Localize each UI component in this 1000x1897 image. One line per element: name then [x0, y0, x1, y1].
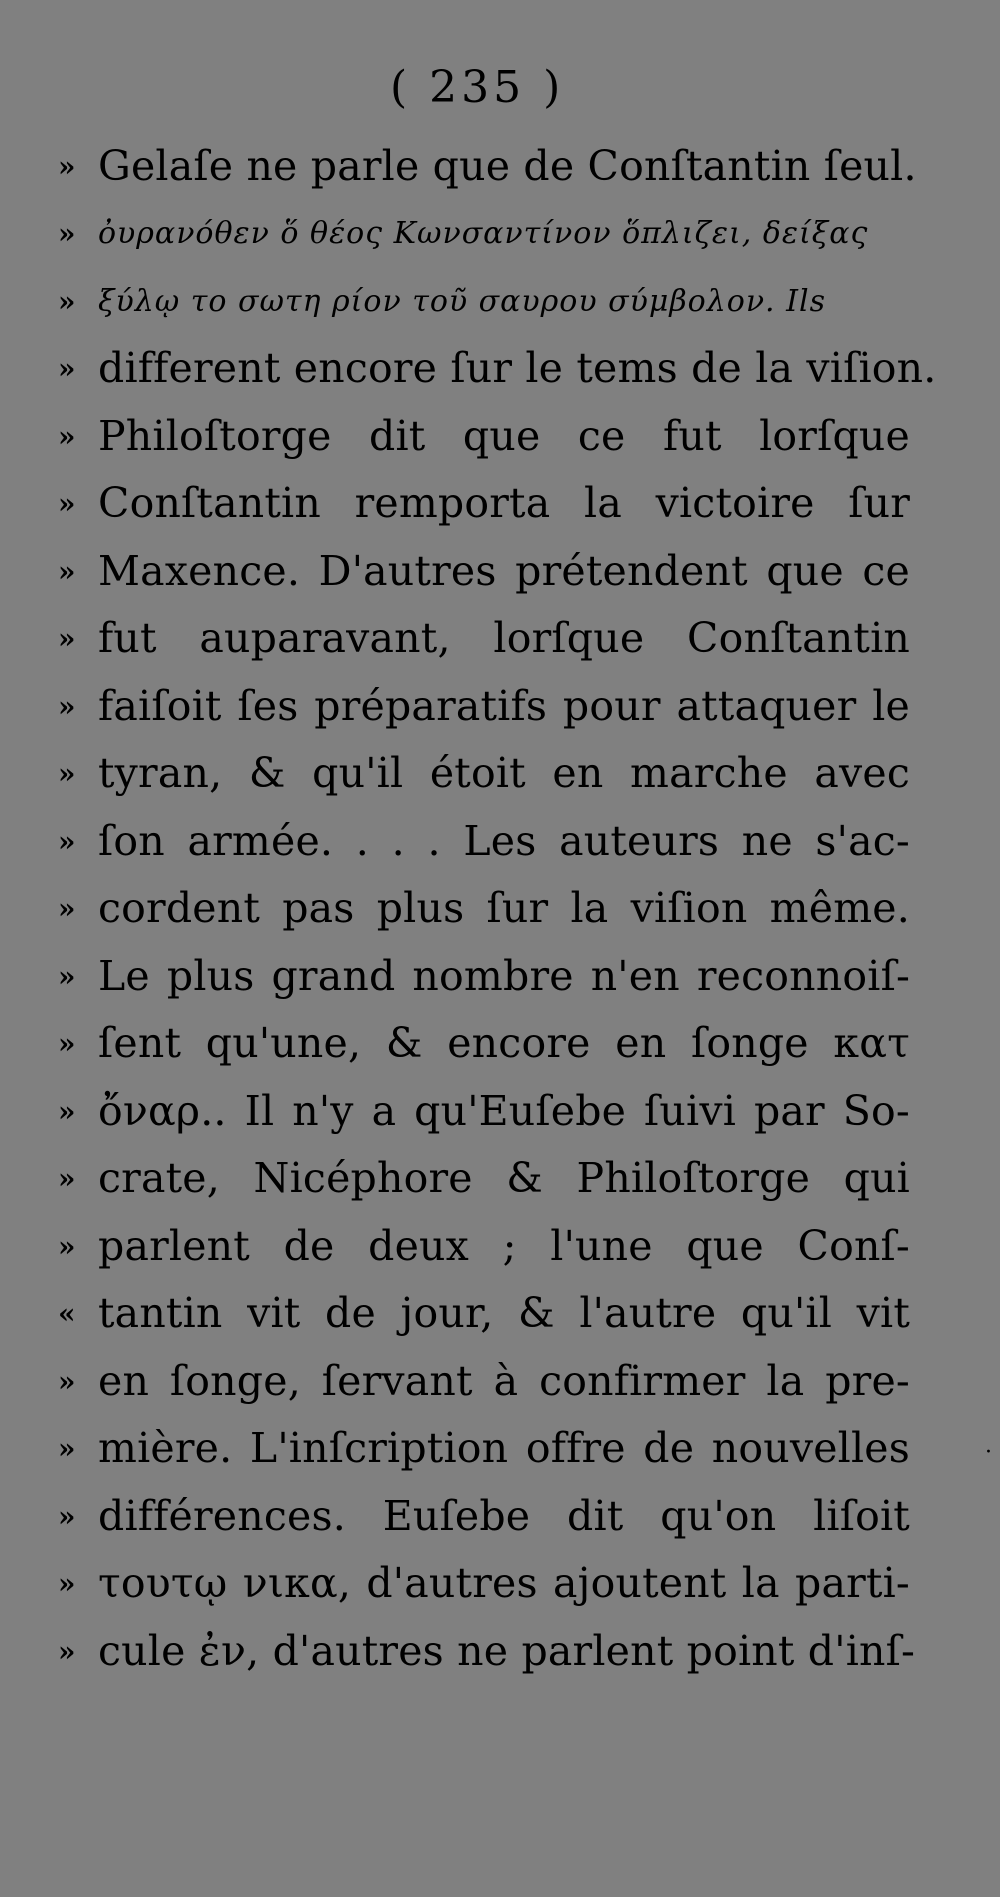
text-line	[58, 200, 918, 268]
line-text: ὀυρανόθεν ὅ θέος Κωνσαντίνον ὅπλιζει, δείξας	[98, 216, 869, 252]
line-text: ſent qu'une, & encore en ſonge κατ	[98, 1019, 910, 1068]
quote-mark: »	[58, 1634, 76, 1668]
line-text: cule ἐν, d'autres ne parlent point d'inſ-	[98, 1626, 916, 1675]
quote-mark: »	[58, 1229, 76, 1263]
text-line	[58, 335, 937, 403]
quote-mark: »	[58, 757, 76, 791]
line-text: cordent pas plus ſur la viſion même.	[98, 884, 910, 933]
line-text: crate, Nicéphore & Philoſtorge qui	[98, 1154, 910, 1203]
quote-mark: »	[58, 1567, 76, 1601]
line-text: tantin vit de jour, & l'autre qu'il vit	[98, 1289, 910, 1338]
line-text: ξύλῳ το σωτη ρίον τοῦ σαυρου σύμβολον. Ils	[98, 283, 826, 319]
text-line	[58, 1617, 918, 1685]
text-line	[58, 267, 918, 335]
text-line	[58, 1347, 918, 1415]
quote-mark: »	[58, 622, 76, 656]
line-text: ὄναρ.. Il n'y a qu'Euſebe ſuivi par So-	[98, 1086, 910, 1135]
quote-mark: »	[58, 352, 76, 386]
line-text: Philoſtorge dit que ce fut lorſque	[98, 411, 910, 460]
text-line	[58, 1280, 918, 1348]
text-line	[58, 537, 918, 605]
text-line	[58, 875, 918, 943]
line-text: Conſtantin remporta la victoire ſur	[98, 479, 910, 528]
quote-mark: »	[58, 554, 76, 588]
text-line	[58, 605, 918, 673]
line-text: Maxence. D'autres prétendent que ce	[98, 546, 910, 595]
quote-mark: »	[58, 487, 76, 521]
quote-mark: «	[58, 1297, 76, 1331]
quote-mark: »	[58, 959, 76, 993]
text-line	[58, 942, 918, 1010]
quote-mark: »	[58, 1364, 76, 1398]
text-line	[58, 1010, 918, 1078]
line-text: different encore ſur le tems de la viſion.	[98, 344, 937, 393]
page-body	[58, 132, 937, 1685]
text-line	[58, 132, 918, 200]
quote-mark: »	[58, 284, 76, 318]
line-text: mière. L'inſcription offre de nouvelles	[98, 1424, 910, 1473]
text-line	[58, 1482, 918, 1550]
quote-mark: »	[58, 149, 76, 183]
print-speck: ·	[985, 1440, 992, 1465]
line-text: Gelaſe ne parle que de Conſtantin ſeul.	[98, 141, 917, 190]
line-text: fut auparavant, lorſque Conſtantin	[98, 614, 910, 663]
line-text: différences. Euſebe dit qu'on liſoit	[98, 1491, 910, 1540]
quote-mark: »	[58, 824, 76, 858]
quote-mark: »	[58, 892, 76, 926]
line-text: ſon armée. . . . Les auteurs ne s'ac-	[98, 816, 910, 865]
quote-mark: »	[58, 1499, 76, 1533]
text-line	[58, 1145, 918, 1213]
quote-mark: »	[58, 689, 76, 723]
line-text: en ſonge, ſervant à confirmer la pre-	[98, 1356, 910, 1405]
text-line	[58, 807, 918, 875]
text-line	[58, 402, 918, 470]
text-line	[58, 1550, 918, 1618]
line-text: parlent de deux ; l'une que Conſ-	[98, 1221, 910, 1270]
text-line	[58, 672, 918, 740]
quote-mark: »	[58, 1027, 76, 1061]
text-line	[58, 1212, 918, 1280]
text-line	[58, 740, 918, 808]
line-text: Le plus grand nombre n'en reconnoiſ-	[98, 951, 910, 1000]
text-line	[58, 1415, 918, 1483]
quote-mark: »	[58, 1094, 76, 1128]
quote-mark: »	[58, 419, 76, 453]
page-number: ( 235 )	[390, 62, 565, 113]
line-text: τουτῳ νικα, d'autres ajoutent la parti-	[98, 1559, 910, 1608]
quote-mark: »	[58, 1162, 76, 1196]
quote-mark: »	[58, 217, 76, 251]
line-text: tyran, & qu'il étoit en marche avec	[98, 749, 910, 798]
text-line	[58, 470, 918, 538]
text-line	[58, 1077, 918, 1145]
line-text: faiſoit ſes préparatifs pour attaquer le	[98, 681, 910, 730]
quote-mark: »	[58, 1432, 76, 1466]
